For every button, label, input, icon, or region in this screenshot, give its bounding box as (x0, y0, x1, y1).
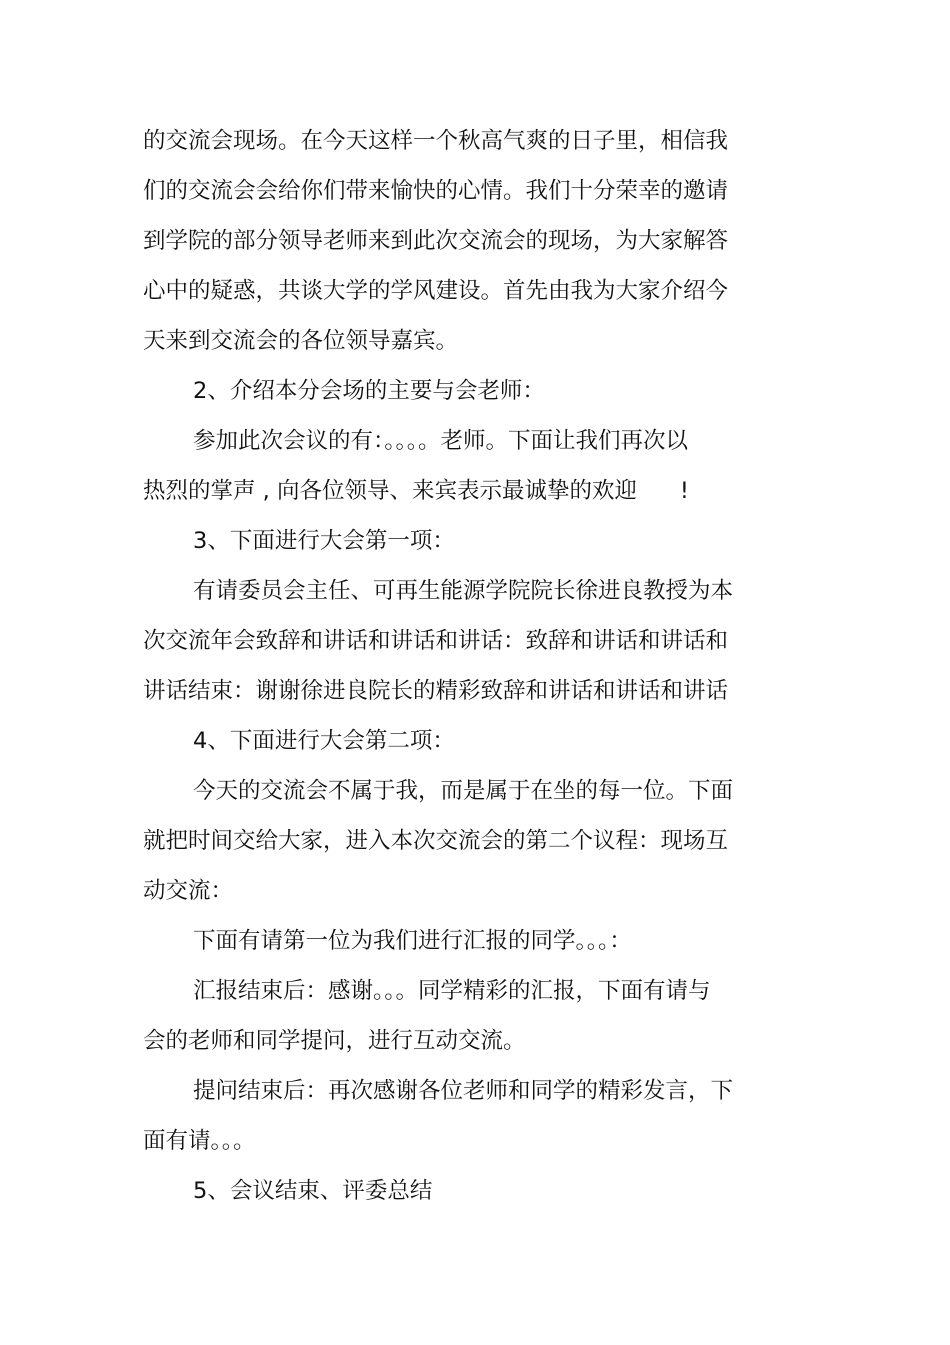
text-line: 参加此次会议的有：。。。。老师。下面让我们再次以 (193, 428, 689, 454)
section-2-paragraph (143, 416, 743, 516)
text-line: 天来到交流会的各位领导嘉宾。 (143, 328, 459, 354)
heading-line: 3、下面进行大会第一项： (193, 528, 455, 554)
text-line: 们的交流会会给你们带来愉快的心情。我们十分荣幸的邀请 (143, 178, 729, 204)
section-3-paragraph (143, 566, 743, 716)
text-line: 动交流： (143, 878, 234, 904)
heading-line: 2、介绍本分会场的主要与会老师： (193, 378, 545, 404)
text-line: 会的老师和同学提问，进行互动交流。 (143, 1028, 526, 1054)
text-line: 热烈的掌声 , 向各位领导、来宾表示最诚挚的欢迎 ! (143, 478, 689, 504)
section-4-after-report-paragraph (143, 966, 743, 1066)
text-line: 心中的疑惑，共谈大学的学风建设。首先由我为大家介绍今 (143, 278, 729, 304)
text-line: 今天的交流会不属于我，而是属于在坐的每一位。下面 (193, 778, 734, 804)
section-4-paragraph (143, 766, 743, 916)
text-line: 就把时间交给大家，进入本次交流会的第二个议程：现场互 (143, 828, 729, 854)
intro-paragraph (143, 116, 743, 366)
section-heading-3 (143, 516, 743, 566)
text-line: 提问结束后：再次感谢各位老师和同学的精彩发言，下 (193, 1078, 734, 1104)
text-line: 的交流会现场。在今天这样一个秋高气爽的日子里，相信我 (143, 128, 729, 154)
section-4-after-questions-paragraph (143, 1066, 743, 1166)
section-4-report-paragraph (143, 916, 743, 966)
text-line: 汇报结束后：感谢。。。同学精彩的汇报，下面有请与 (193, 978, 711, 1004)
text-line: 讲话结束：谢谢徐进良院长的精彩致辞和讲话和讲话和讲话 (143, 678, 729, 704)
section-heading-2 (143, 366, 743, 416)
document-body (143, 116, 743, 1216)
text-line: 到学院的部分领导老师来到此次交流会的现场，为大家解答 (143, 228, 729, 254)
text-line: 有请委员会主任、可再生能源学院院长徐进良教授为本 (193, 578, 734, 604)
heading-line: 5、会议结束、评委总结 (193, 1178, 433, 1204)
text-line: 下面有请第一位为我们进行汇报的同学。。。： (193, 928, 632, 954)
section-heading-4 (143, 716, 743, 766)
text-line: 面有请。。。 (143, 1128, 256, 1154)
section-heading-5 (143, 1166, 743, 1216)
text-line: 次交流年会致辞和讲话和讲话和讲话：致辞和讲话和讲话和 (143, 628, 729, 654)
heading-line: 4、下面进行大会第二项： (193, 728, 455, 754)
